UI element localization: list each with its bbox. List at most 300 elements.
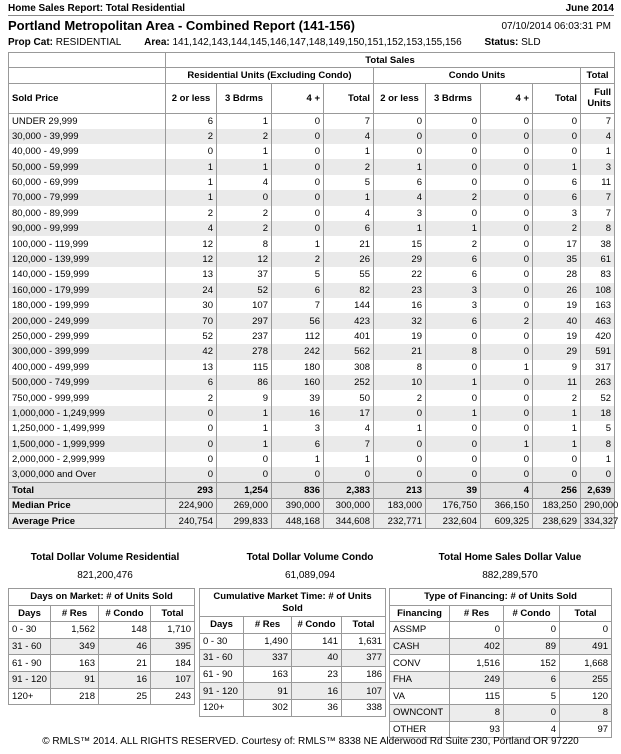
row-value: 2 — [533, 390, 581, 405]
row-label: 61 - 90 — [200, 666, 244, 683]
row-value: 26 — [324, 252, 374, 267]
row-value: 0 — [272, 206, 324, 221]
total-sales-header: Total Sales — [166, 53, 615, 68]
row-value: 2,383 — [324, 483, 374, 498]
row-value: 19 — [533, 329, 581, 344]
status-label: Status: — [484, 37, 519, 48]
row-value: 238,629 — [533, 513, 581, 528]
row-value: 6 — [166, 113, 217, 128]
row-label: OWNCONT — [390, 705, 450, 722]
row-value: 1 — [533, 436, 581, 451]
row-value: 308 — [324, 360, 374, 375]
report-timestamp: 07/10/2014 06:03:31 PM — [501, 21, 611, 32]
row-label: 40,000 - 49,999 — [9, 144, 166, 159]
row-value: 2 — [217, 206, 272, 221]
row-value: 0 — [272, 190, 324, 205]
column-header: # Condo — [504, 605, 560, 622]
row-value: 1 — [166, 190, 217, 205]
row-value: 0 — [481, 344, 533, 359]
row-value: 12 — [166, 252, 217, 267]
row-value: 107 — [151, 671, 195, 688]
row-value: 7 — [581, 190, 615, 205]
row-value: 0 — [481, 206, 533, 221]
row-value: 3 — [272, 421, 324, 436]
row-value: 19 — [374, 329, 426, 344]
table-row — [200, 666, 386, 683]
row-value: 37 — [217, 267, 272, 282]
row-value: 334,327 — [581, 513, 615, 528]
row-value: 269,000 — [217, 498, 272, 513]
row-value: 263 — [581, 375, 615, 390]
row-label: CASH — [390, 638, 450, 655]
row-value: 0 — [272, 221, 324, 236]
row-value: 180 — [272, 360, 324, 375]
row-value: 144 — [324, 298, 374, 313]
row-value: 252 — [324, 375, 374, 390]
row-value: 152 — [504, 655, 560, 672]
row-value: 0 — [166, 467, 217, 482]
row-value: 112 — [272, 329, 324, 344]
row-value: 463 — [581, 313, 615, 328]
row-value: 0 — [426, 329, 481, 344]
row-value: 1 — [374, 221, 426, 236]
row-value: 0 — [481, 144, 533, 159]
financing-type-table — [389, 588, 612, 738]
table-row — [200, 683, 386, 700]
row-value: 11 — [581, 175, 615, 190]
row-value: 1 — [217, 144, 272, 159]
row-value: 278 — [217, 344, 272, 359]
row-value: 2 — [426, 236, 481, 251]
row-value: 290,000 — [581, 498, 615, 513]
row-label: CONV — [390, 655, 450, 672]
row-value: 3 — [374, 206, 426, 221]
row-value: 2 — [324, 159, 374, 174]
row-value: 32 — [374, 313, 426, 328]
price-range-row — [9, 267, 615, 282]
row-value: 141 — [292, 633, 342, 650]
price-range-row — [9, 283, 615, 298]
row-value: 18 — [581, 406, 615, 421]
price-range-row — [9, 329, 615, 344]
row-value: 1,562 — [51, 622, 99, 639]
row-value: 4 — [324, 206, 374, 221]
row-label: 50,000 - 59,999 — [9, 159, 166, 174]
row-value: 344,608 — [324, 513, 374, 528]
row-value: 836 — [272, 483, 324, 498]
row-value: 2 — [166, 206, 217, 221]
price-range-row — [9, 190, 615, 205]
row-value: 609,325 — [481, 513, 533, 528]
column-header: Total — [151, 605, 195, 622]
row-label: 91 - 120 — [9, 671, 51, 688]
table-row — [9, 671, 195, 688]
row-value: 5 — [324, 175, 374, 190]
row-value: 97 — [560, 721, 612, 738]
row-value: 299,833 — [217, 513, 272, 528]
row-value: 86 — [217, 375, 272, 390]
row-value: 6 — [426, 252, 481, 267]
price-range-row — [9, 113, 615, 128]
total-row — [9, 483, 615, 498]
row-value: 115 — [217, 360, 272, 375]
row-value: 0 — [166, 144, 217, 159]
price-range-row — [9, 390, 615, 405]
row-value: 0 — [272, 467, 324, 482]
row-value: 15 — [374, 236, 426, 251]
row-value: 1 — [533, 421, 581, 436]
row-value: 395 — [151, 638, 195, 655]
column-header: Total — [560, 605, 612, 622]
row-value: 1,631 — [342, 633, 386, 650]
row-value: 0 — [374, 144, 426, 159]
row-value: 0 — [272, 129, 324, 144]
res-volume-value: 821,200,476 — [77, 570, 133, 581]
price-range-row — [9, 375, 615, 390]
row-value: 0 — [374, 113, 426, 128]
row-label: 200,000 - 249,999 — [9, 313, 166, 328]
table-row — [200, 699, 386, 716]
row-value: 4 — [581, 129, 615, 144]
row-value: 377 — [342, 650, 386, 667]
row-value: 390,000 — [272, 498, 324, 513]
copyright-footer: © RMLS™ 2014. ALL RIGHTS RESERVED. Courtesy of: RMLS™ 8338 NE Alderwood Rd Suite 230, Portland OR 97220 — [42, 736, 579, 747]
row-value: 0 — [481, 267, 533, 282]
row-value: 242 — [272, 344, 324, 359]
row-value: 2 — [426, 190, 481, 205]
row-value: 7 — [324, 113, 374, 128]
price-range-row — [9, 221, 615, 236]
table-row — [9, 638, 195, 655]
row-label: Total — [9, 483, 166, 498]
row-value: 1 — [217, 159, 272, 174]
row-value: 107 — [342, 683, 386, 700]
row-value: 7 — [581, 113, 615, 128]
row-value: 22 — [374, 267, 426, 282]
price-range-row — [9, 344, 615, 359]
row-value: 9 — [533, 360, 581, 375]
row-value: 0 — [166, 452, 217, 467]
row-value: 0 — [481, 252, 533, 267]
row-value: 0 — [374, 436, 426, 451]
row-value: 6 — [426, 313, 481, 328]
row-value: 0 — [426, 436, 481, 451]
row-value: 52 — [217, 283, 272, 298]
row-value: 0 — [481, 175, 533, 190]
row-value: 0 — [481, 236, 533, 251]
row-value: 163 — [581, 298, 615, 313]
row-value: 0 — [533, 113, 581, 128]
row-value: 11 — [533, 375, 581, 390]
row-value: 0 — [272, 159, 324, 174]
row-value: 5 — [272, 267, 324, 282]
row-value: 366,150 — [481, 498, 533, 513]
row-label: 2,000,000 - 2,999,999 — [9, 452, 166, 467]
row-label: 140,000 - 159,999 — [9, 267, 166, 282]
row-value: 8 — [450, 705, 504, 722]
row-value: 1 — [324, 452, 374, 467]
row-value: 2 — [481, 313, 533, 328]
row-value: 1 — [581, 144, 615, 159]
table-row — [390, 638, 612, 655]
row-value: 108 — [581, 283, 615, 298]
row-value: 1 — [272, 236, 324, 251]
row-value: 232,771 — [374, 513, 426, 528]
row-label: 61 - 90 — [9, 655, 51, 672]
row-value: 4 — [374, 190, 426, 205]
row-label: 31 - 60 — [200, 650, 244, 667]
row-value: 19 — [533, 298, 581, 313]
median-price-row — [9, 498, 615, 513]
row-value: 13 — [166, 267, 217, 282]
row-value: 0 — [272, 175, 324, 190]
row-value: 0 — [560, 622, 612, 639]
row-value: 4 — [324, 129, 374, 144]
row-value: 0 — [374, 129, 426, 144]
row-value: 562 — [324, 344, 374, 359]
row-value: 420 — [581, 329, 615, 344]
row-value: 0 — [166, 406, 217, 421]
row-value: 6 — [533, 190, 581, 205]
row-value: 249 — [450, 671, 504, 688]
report-label: Home Sales Report: Total Residential — [8, 3, 186, 14]
table-row — [390, 705, 612, 722]
row-value: 4 — [166, 221, 217, 236]
row-value: 401 — [324, 329, 374, 344]
sold-price-header: Sold Price — [9, 83, 166, 113]
res-volume-label: Total Dollar Volume Residential — [30, 552, 180, 563]
row-value: 2 — [533, 221, 581, 236]
row-label: 160,000 - 179,999 — [9, 283, 166, 298]
table-row — [9, 688, 195, 705]
row-value: 23 — [292, 666, 342, 683]
row-value: 16 — [292, 683, 342, 700]
row-value: 240,754 — [166, 513, 217, 528]
row-label: OTHER — [390, 721, 450, 738]
row-value: 302 — [244, 699, 292, 716]
row-value: 39 — [426, 483, 481, 498]
col-3-bdrms: 3 Bdrms — [217, 83, 272, 113]
row-value: 40 — [292, 650, 342, 667]
average-price-row — [9, 513, 615, 528]
column-header: # Condo — [292, 617, 342, 634]
row-value: 1 — [217, 406, 272, 421]
row-label: 91 - 120 — [200, 683, 244, 700]
row-value: 52 — [166, 329, 217, 344]
price-range-row — [9, 421, 615, 436]
total-volume-label: Total Home Sales Dollar Value — [438, 552, 582, 563]
row-value: 29 — [533, 344, 581, 359]
row-value: 0 — [217, 452, 272, 467]
row-value: 0 — [166, 436, 217, 451]
row-value: 1,516 — [450, 655, 504, 672]
row-value: 160 — [272, 375, 324, 390]
row-value: 3 — [426, 283, 481, 298]
row-value: 184 — [151, 655, 195, 672]
row-value: 6 — [166, 375, 217, 390]
row-value: 338 — [342, 699, 386, 716]
row-value: 0 — [426, 421, 481, 436]
row-value: 16 — [272, 406, 324, 421]
row-value: 46 — [99, 638, 151, 655]
row-value: 1 — [166, 175, 217, 190]
days-on-market-table — [8, 588, 195, 705]
row-value: 8 — [426, 344, 481, 359]
row-value: 4 — [504, 721, 560, 738]
row-value: 0 — [426, 467, 481, 482]
row-value: 82 — [324, 283, 374, 298]
row-value: 0 — [426, 206, 481, 221]
col-condo-total: Total — [533, 83, 581, 113]
row-value: 2 — [374, 390, 426, 405]
row-value: 7 — [581, 206, 615, 221]
row-label: UNDER 29,999 — [9, 113, 166, 128]
row-value: 61 — [581, 252, 615, 267]
row-value: 148 — [99, 622, 151, 639]
row-value: 6 — [426, 267, 481, 282]
row-value: 8 — [217, 236, 272, 251]
row-value: 243 — [151, 688, 195, 705]
prop-cat-value: RESIDENTIAL — [55, 37, 122, 48]
row-value: 21 — [374, 344, 426, 359]
row-value: 7 — [324, 436, 374, 451]
table-row — [390, 655, 612, 672]
table-row — [9, 622, 195, 639]
row-value: 1 — [166, 159, 217, 174]
row-value: 0 — [533, 452, 581, 467]
row-value: 0 — [481, 406, 533, 421]
row-value: 0 — [374, 406, 426, 421]
total-group-header: Total — [581, 68, 615, 83]
row-value: 0 — [426, 129, 481, 144]
row-value: 163 — [51, 655, 99, 672]
row-value: 40 — [533, 313, 581, 328]
row-value: 6 — [374, 175, 426, 190]
row-value: 23 — [374, 283, 426, 298]
row-value: 237 — [217, 329, 272, 344]
row-value: 0 — [481, 190, 533, 205]
row-value: 349 — [51, 638, 99, 655]
row-value: 0 — [426, 113, 481, 128]
row-value: 0 — [481, 329, 533, 344]
row-value: 2 — [166, 390, 217, 405]
row-value: 0 — [426, 159, 481, 174]
row-value: 1 — [533, 406, 581, 421]
row-label: 300,000 - 399,999 — [9, 344, 166, 359]
row-value: 8 — [374, 360, 426, 375]
row-value: 7 — [272, 298, 324, 313]
row-value: 1 — [374, 421, 426, 436]
row-value: 297 — [217, 313, 272, 328]
row-label: 70,000 - 79,999 — [9, 190, 166, 205]
row-value: 91 — [244, 683, 292, 700]
row-value: 337 — [244, 650, 292, 667]
row-value: 423 — [324, 313, 374, 328]
table-caption: Cumulative Market Time: # of Units Sold — [200, 589, 386, 617]
sales-by-price-table — [8, 52, 619, 529]
row-label: 3,000,000 and Over — [9, 467, 166, 482]
report-period: June 2014 — [565, 3, 614, 14]
row-value: 1 — [217, 436, 272, 451]
row-value: 30 — [166, 298, 217, 313]
row-value: 0 — [481, 375, 533, 390]
row-label: Median Price — [9, 498, 166, 513]
row-value: 16 — [99, 671, 151, 688]
row-value: 0 — [217, 467, 272, 482]
row-value: 1 — [426, 406, 481, 421]
row-label: Average Price — [9, 513, 166, 528]
table-row — [390, 671, 612, 688]
row-value: 0 — [481, 113, 533, 128]
row-value: 56 — [272, 313, 324, 328]
row-label: 250,000 - 299,999 — [9, 329, 166, 344]
row-value: 317 — [581, 360, 615, 375]
total-volume-value: 882,289,570 — [482, 570, 538, 581]
row-value: 4 — [324, 421, 374, 436]
row-value: 0 — [481, 129, 533, 144]
row-label: 31 - 60 — [9, 638, 51, 655]
row-value: 1 — [426, 375, 481, 390]
row-value: 17 — [533, 236, 581, 251]
cumulative-market-time-table — [199, 588, 386, 717]
row-value: 52 — [581, 390, 615, 405]
price-range-row — [9, 452, 615, 467]
row-value: 1 — [217, 113, 272, 128]
row-label: 120+ — [9, 688, 51, 705]
row-value: 36 — [292, 699, 342, 716]
row-value: 29 — [374, 252, 426, 267]
column-header: Total — [342, 617, 386, 634]
row-label: 120,000 - 139,999 — [9, 252, 166, 267]
price-range-row — [9, 206, 615, 221]
table-caption: Days on Market: # of Units Sold — [9, 589, 195, 606]
row-value: 293 — [166, 483, 217, 498]
row-value: 42 — [166, 344, 217, 359]
row-value: 183,250 — [533, 498, 581, 513]
row-value: 0 — [533, 144, 581, 159]
row-value: 0 — [481, 283, 533, 298]
row-label: 60,000 - 69,999 — [9, 175, 166, 190]
price-range-row — [9, 252, 615, 267]
table-row — [200, 650, 386, 667]
row-value: 402 — [450, 638, 504, 655]
row-label: 100,000 - 119,999 — [9, 236, 166, 251]
area-label: Area: — [144, 37, 170, 48]
row-value: 21 — [99, 655, 151, 672]
col-condo-3-bdrms: 3 Bdrms — [426, 83, 481, 113]
row-value: 1 — [533, 159, 581, 174]
row-value: 120 — [560, 688, 612, 705]
row-value: 3 — [426, 298, 481, 313]
row-label: 120+ — [200, 699, 244, 716]
row-value: 300,000 — [324, 498, 374, 513]
table-row — [200, 633, 386, 650]
row-value: 8 — [560, 705, 612, 722]
row-label: 90,000 - 99,999 — [9, 221, 166, 236]
row-value: 186 — [342, 666, 386, 683]
res-group-header: Residential Units (Excluding Condo) — [166, 68, 374, 83]
price-range-row — [9, 406, 615, 421]
row-value: 591 — [581, 344, 615, 359]
row-label: 0 - 30 — [9, 622, 51, 639]
row-value: 232,604 — [426, 513, 481, 528]
row-value: 83 — [581, 267, 615, 282]
row-value: 0 — [481, 159, 533, 174]
col-2-or-less: 2 or less — [166, 83, 217, 113]
row-value: 0 — [217, 190, 272, 205]
area-value: 141,142,143,144,145,146,147,148,149,150,151,152,153,155,156 — [172, 37, 462, 48]
row-value: 91 — [51, 671, 99, 688]
